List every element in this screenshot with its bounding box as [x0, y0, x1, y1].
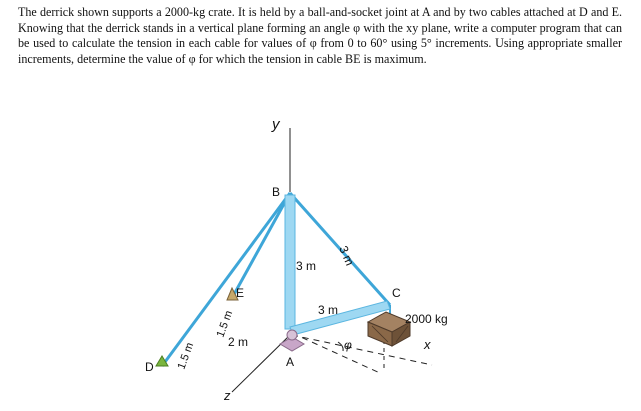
- point-d-label: D: [145, 360, 154, 374]
- cable-be: [232, 193, 290, 298]
- problem-statement: The derrick shown supports a 2000-kg crate. It is held by a ball-and-socket joint at A and by two cables attached at D and E. Knowing that the derrick stands in a vertical plane forming an angle φ with the xy plane, write a computer program that can be used to calculate the tension in each cable for values of φ from 0 to 60° using 5° increments. Using appropriate smaller increments, determine the value of φ for which the tension in cable BE is maximum.: [18, 5, 622, 66]
- x-axis-dashed: [292, 335, 432, 365]
- phi-arc: [338, 342, 343, 351]
- cable-bd: [162, 193, 290, 366]
- z-axis-label: z: [224, 388, 231, 403]
- point-c-label: C: [392, 286, 401, 300]
- point-b-label: B: [272, 185, 281, 199]
- phi-reference-dashed: [292, 333, 382, 374]
- dim-bc-label: 3 m: [336, 243, 357, 268]
- dim-2m-label: 2 m: [228, 335, 249, 349]
- boom-ab: [285, 195, 295, 329]
- dim-e-lower-label: 1.5 m: [175, 341, 197, 372]
- dim-ac-label: 3 m: [318, 303, 339, 317]
- point-a-label: A: [286, 355, 295, 369]
- crate-mass-label: 2000 kg: [405, 312, 448, 326]
- x-axis-label: x: [424, 337, 431, 352]
- ball-joint: [287, 330, 297, 340]
- phi-label: φ: [344, 338, 352, 352]
- crate: [368, 312, 410, 346]
- y-axis-label: y: [272, 116, 280, 133]
- point-e-label: E: [236, 286, 245, 300]
- dim-e-upper-label: 1.5 m: [214, 309, 236, 340]
- dim-ab-label: 3 m: [296, 259, 317, 273]
